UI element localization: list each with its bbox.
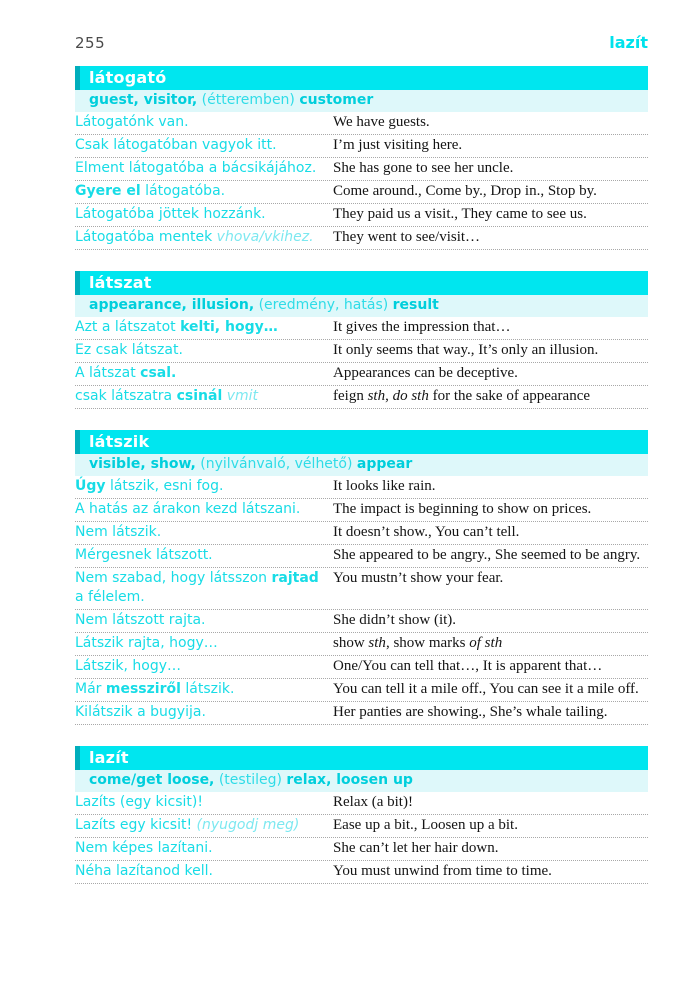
english-translation bbox=[333, 546, 648, 565]
hungarian-phrase bbox=[75, 569, 333, 607]
hungarian-phrase bbox=[75, 611, 333, 630]
hungarian-phrase bbox=[75, 159, 333, 178]
text-segment: Látszik, hogy… bbox=[75, 658, 182, 674]
hungarian-phrase bbox=[75, 793, 333, 812]
text-segment: (eredmény, hatás) bbox=[254, 297, 393, 313]
phrase-row bbox=[75, 227, 648, 250]
phrase-row bbox=[75, 386, 648, 409]
entries bbox=[75, 66, 648, 884]
entry-block bbox=[75, 746, 648, 884]
text-segment: kelti, hogy… bbox=[180, 319, 278, 335]
text-segment: csak látszatra bbox=[75, 388, 177, 404]
english-translation bbox=[333, 387, 648, 406]
sense-line bbox=[75, 770, 648, 792]
text-segment: vhova/vkihez. bbox=[216, 229, 314, 245]
text-segment: Néha lazítanod kell. bbox=[75, 863, 213, 879]
text-segment: Mérgesnek látszott. bbox=[75, 547, 213, 563]
english-translation bbox=[333, 182, 648, 201]
text-segment: It only seems that way., It’s only an illusion. bbox=[333, 342, 599, 358]
text-segment: You must unwind from time to time. bbox=[333, 863, 552, 879]
text-segment: messziről bbox=[105, 681, 181, 697]
phrase-row bbox=[75, 838, 648, 861]
text-segment: result bbox=[392, 297, 439, 313]
english-translation bbox=[333, 136, 648, 155]
headword-bar bbox=[75, 430, 648, 454]
text-segment: Appearances can be deceptive. bbox=[333, 365, 518, 381]
text-segment: You mustn’t show your fear. bbox=[333, 570, 504, 586]
text-segment: Ease up a bit., Loosen up a bit. bbox=[333, 817, 518, 833]
phrase-row bbox=[75, 317, 648, 340]
hungarian-phrase bbox=[75, 228, 333, 247]
text-segment: csinál bbox=[176, 388, 223, 404]
hungarian-phrase bbox=[75, 680, 333, 699]
text-segment: It doesn’t show., You can’t tell. bbox=[333, 524, 520, 540]
text-segment: The impact is beginning to show on prices. bbox=[333, 501, 592, 517]
phrase-row bbox=[75, 522, 648, 545]
text-segment: I’m just visiting here. bbox=[333, 137, 463, 153]
phrase-row bbox=[75, 861, 648, 884]
page-number: 255 bbox=[75, 34, 106, 52]
text-segment: of sth bbox=[469, 635, 503, 651]
text-segment: Ez csak látszat. bbox=[75, 342, 183, 358]
text-segment: látszik. bbox=[180, 681, 235, 697]
text-segment: Látogatónk van. bbox=[75, 114, 189, 130]
text-segment: visible, show, bbox=[89, 456, 196, 472]
hungarian-phrase bbox=[75, 839, 333, 858]
phrase-row bbox=[75, 792, 648, 815]
text-segment: Come around., Come by., Drop in., Stop by. bbox=[333, 183, 597, 199]
phrase-row bbox=[75, 112, 648, 135]
text-segment: show bbox=[333, 635, 369, 651]
hungarian-phrase bbox=[75, 182, 333, 201]
text-segment: Látogatóba mentek bbox=[75, 229, 217, 245]
english-translation bbox=[333, 793, 648, 812]
phrase-row bbox=[75, 158, 648, 181]
text-segment: It looks like rain. bbox=[333, 478, 436, 494]
text-segment: Lazíts egy kicsit! bbox=[75, 817, 197, 833]
phrase-row bbox=[75, 633, 648, 656]
phrase-row bbox=[75, 340, 648, 363]
text-segment: We have guests. bbox=[333, 114, 430, 130]
sense-line bbox=[75, 454, 648, 476]
hungarian-phrase bbox=[75, 477, 333, 496]
text-segment: Relax (a bit)! bbox=[333, 794, 413, 810]
english-translation bbox=[333, 816, 648, 835]
text-segment: appearance, illusion, bbox=[89, 297, 255, 313]
text-segment: csal. bbox=[140, 365, 177, 381]
text-segment: Csak látogatóban vagyok itt. bbox=[75, 137, 277, 153]
phrase-row bbox=[75, 815, 648, 838]
english-translation bbox=[333, 228, 648, 247]
text-segment: Úgy bbox=[75, 478, 106, 494]
text-segment: Látszik rajta, hogy… bbox=[75, 635, 218, 651]
text-segment: She can’t let her hair down. bbox=[333, 840, 499, 856]
text-segment: She appeared to be angry., She seemed to be angry. bbox=[333, 547, 641, 563]
text-segment: It gives the impression that… bbox=[333, 319, 511, 335]
text-segment: come/get loose, bbox=[89, 772, 215, 788]
hungarian-phrase bbox=[75, 318, 333, 337]
hungarian-phrase bbox=[75, 862, 333, 881]
headword: látszat bbox=[89, 273, 152, 292]
text-segment: guest, visitor, bbox=[89, 92, 198, 108]
hungarian-phrase bbox=[75, 816, 333, 835]
phrase-row bbox=[75, 610, 648, 633]
text-segment: látszik, esni fog. bbox=[105, 478, 224, 494]
text-segment: customer bbox=[299, 92, 374, 108]
english-translation bbox=[333, 839, 648, 858]
hungarian-phrase bbox=[75, 364, 333, 383]
english-translation bbox=[333, 364, 648, 383]
phrase-row bbox=[75, 499, 648, 522]
text-segment: for the sake of appearance bbox=[428, 388, 591, 404]
text-segment: feign bbox=[333, 388, 368, 404]
phrase-row bbox=[75, 181, 648, 204]
english-translation bbox=[333, 680, 648, 699]
entry-block bbox=[75, 66, 648, 250]
english-translation bbox=[333, 862, 648, 881]
phrase-row bbox=[75, 135, 648, 158]
text-segment: , show marks bbox=[385, 635, 470, 651]
english-translation bbox=[333, 341, 648, 360]
text-segment: Kilátszik a bugyija. bbox=[75, 704, 206, 720]
text-segment: sth bbox=[367, 388, 386, 404]
english-translation bbox=[333, 318, 648, 337]
english-translation bbox=[333, 159, 648, 178]
headword-bar bbox=[75, 746, 648, 770]
text-segment: Nem látszik. bbox=[75, 524, 162, 540]
text-segment: A látszat bbox=[75, 365, 141, 381]
running-headword: lazít bbox=[609, 33, 648, 52]
text-segment: (étteremben) bbox=[197, 92, 300, 108]
hungarian-phrase bbox=[75, 546, 333, 565]
english-translation bbox=[333, 477, 648, 496]
hungarian-phrase bbox=[75, 523, 333, 542]
text-segment: Látogatóba jöttek hozzánk. bbox=[75, 206, 266, 222]
phrase-row bbox=[75, 702, 648, 725]
text-segment: appear bbox=[356, 456, 413, 472]
text-segment: a félelem. bbox=[75, 589, 145, 605]
phrase-row bbox=[75, 545, 648, 568]
headword-bar bbox=[75, 66, 648, 90]
text-segment: (nyilvánvaló, vélhető) bbox=[195, 456, 357, 472]
text-segment: vmit bbox=[226, 388, 259, 404]
text-segment: You can tell it a mile off., You can see it a mile off. bbox=[333, 681, 639, 697]
hungarian-phrase bbox=[75, 136, 333, 155]
hungarian-phrase bbox=[75, 387, 333, 406]
text-segment: Azt a látszatot bbox=[75, 319, 181, 335]
text-segment: She has gone to see her uncle. bbox=[333, 160, 514, 176]
text-segment: , bbox=[385, 388, 393, 404]
entry-block bbox=[75, 271, 648, 409]
text-segment: A hatás az árakon kezd látszani. bbox=[75, 501, 301, 517]
english-translation bbox=[333, 569, 648, 607]
text-segment: One/You can tell that…, It is apparent that… bbox=[333, 658, 603, 674]
sense-line bbox=[75, 295, 648, 317]
hungarian-phrase bbox=[75, 634, 333, 653]
text-segment: She didn’t show (it). bbox=[333, 612, 457, 628]
headword: látszik bbox=[89, 432, 150, 451]
text-segment: Már bbox=[75, 681, 106, 697]
text-segment: They paid us a visit., They came to see us. bbox=[333, 206, 587, 222]
english-translation bbox=[333, 703, 648, 722]
phrase-row bbox=[75, 476, 648, 499]
text-segment: Nem képes lazítani. bbox=[75, 840, 213, 856]
hungarian-phrase bbox=[75, 500, 333, 519]
text-segment: (testileg) bbox=[214, 772, 287, 788]
headword: látogató bbox=[89, 68, 167, 87]
text-segment: Gyere el bbox=[75, 183, 141, 199]
text-segment: Nem látszott rajta. bbox=[75, 612, 206, 628]
english-translation bbox=[333, 634, 648, 653]
english-translation bbox=[333, 523, 648, 542]
text-segment: Lazíts (egy kicsit)! bbox=[75, 794, 203, 810]
text-segment: Elment látogatóba a bácsikájához. bbox=[75, 160, 317, 176]
hungarian-phrase bbox=[75, 703, 333, 722]
headword-bar bbox=[75, 271, 648, 295]
english-translation bbox=[333, 205, 648, 224]
text-segment: sth bbox=[368, 635, 386, 651]
english-translation bbox=[333, 113, 648, 132]
phrase-row bbox=[75, 679, 648, 702]
phrase-row bbox=[75, 204, 648, 227]
text-segment: Nem szabad, hogy látsszon bbox=[75, 570, 272, 586]
running-head bbox=[75, 0, 648, 52]
phrase-row bbox=[75, 568, 648, 610]
headword: lazít bbox=[89, 748, 129, 767]
hungarian-phrase bbox=[75, 341, 333, 360]
sense-line bbox=[75, 90, 648, 112]
english-translation bbox=[333, 657, 648, 676]
text-segment: They went to see/visit… bbox=[333, 229, 481, 245]
entry-block bbox=[75, 430, 648, 725]
phrase-row bbox=[75, 656, 648, 679]
hungarian-phrase bbox=[75, 657, 333, 676]
text-segment: (nyugodj meg) bbox=[196, 817, 300, 833]
text-segment: látogatóba. bbox=[140, 183, 226, 199]
english-translation bbox=[333, 500, 648, 519]
phrase-row bbox=[75, 363, 648, 386]
dictionary-page bbox=[75, 0, 648, 884]
english-translation bbox=[333, 611, 648, 630]
text-segment: relax, loosen up bbox=[286, 772, 413, 788]
text-segment: rajtad bbox=[271, 570, 319, 586]
hungarian-phrase bbox=[75, 113, 333, 132]
text-segment: do sth bbox=[392, 388, 429, 404]
text-segment: Her panties are showing., She’s whale tailing. bbox=[333, 704, 608, 720]
hungarian-phrase bbox=[75, 205, 333, 224]
